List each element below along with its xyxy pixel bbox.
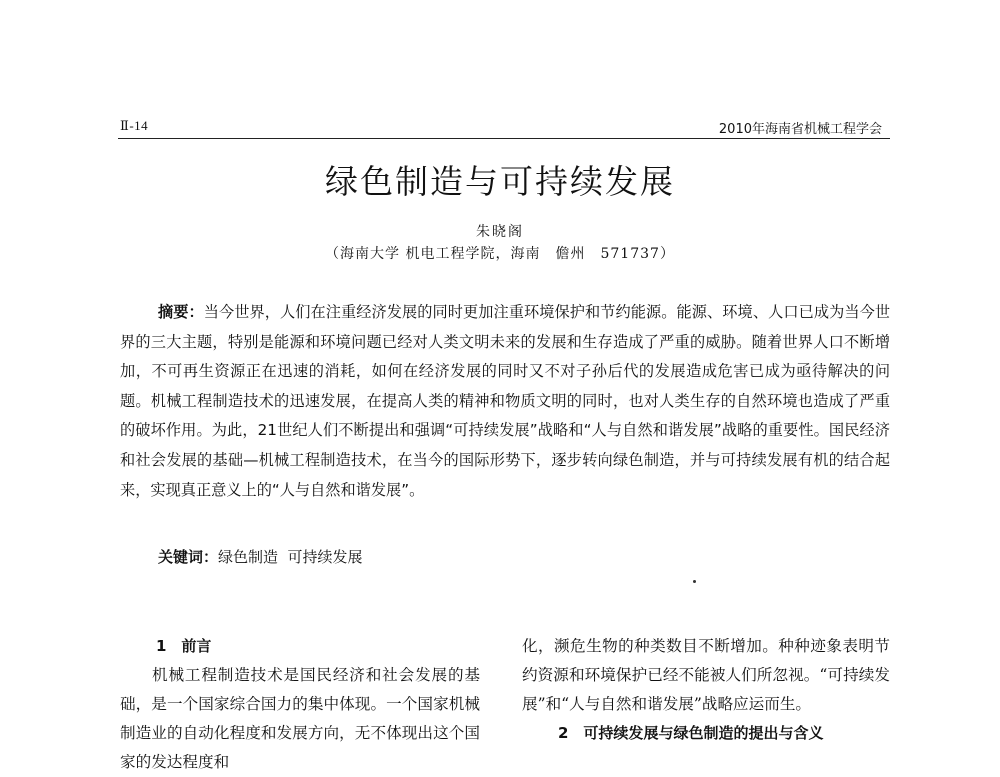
right-column — [522, 632, 890, 748]
keywords-text: 绿色制造 可持续发展 — [218, 548, 363, 566]
keywords-label: 关键词： — [158, 548, 219, 566]
abstract-label: 摘要： — [158, 303, 204, 321]
keywords — [158, 546, 363, 567]
abstract — [120, 298, 890, 505]
journal-name: 2010年海南省机械工程学会 — [718, 122, 882, 137]
author-affiliation: （海南大学 机电工程学院，海南 儋州 571737） — [325, 246, 675, 262]
right-column-paragraph: 化，濒危生物的种类数目不断增加。种种迹象表明节约资源和环境保护已经不能被人们所忽视。“可持续发展”和“人与自然和谐发展”战略应运而生。 — [522, 637, 890, 713]
section-2-heading: 2 可持续发展与绿色制造的提出与含义 — [558, 724, 824, 742]
abstract-text: 当今世界，人们在注重经济发展的同时更加注重环境保护和节约能源。能源、环境、人口已成为当今世界的三大主题，特别是能源和环境问题已经对人类文明未来的发展和生存造成了严重的威胁。随着世界人口不断增加，不可再生资源正在迅速的消耗，如何在经济发展的同时又不对子孙后代的发展造成危害已成为亟待解决的问题。机械工程制造技术的迅速发展，在提高人类的精神和物质文明的同时，也对人类生存的自然环境也造成了严重的破坏作用。为此，21世纪人们不断提出和强调“可持续发展”战略和“人与自然和谐发展”战略的重要性。国民经济和社会发展的基础—机械工程制造技术，在当今的国际形势下，逐步转向绿色制造，并与可持续发展有机的结合起来，实现真正意义上的“人与自然和谐发展”。 — [120, 303, 891, 499]
left-column — [120, 632, 480, 777]
stray-dot — [693, 580, 696, 583]
header-rule — [118, 138, 890, 139]
section-1-paragraph: 机械工程制造技术是国民经济和社会发展的基础，是一个国家综合国力的集中体现。一个国家机械制造业的自动化程度和发展方向，无不体现出这个国家的发达程度和 — [120, 666, 480, 771]
section-1-heading: 1 前言 — [156, 637, 212, 655]
paper-title: 绿色制造与可持续发展 — [325, 162, 675, 201]
page-number: Ⅱ-14 — [120, 118, 149, 133]
author-name: 朱晓阁 — [476, 224, 524, 240]
